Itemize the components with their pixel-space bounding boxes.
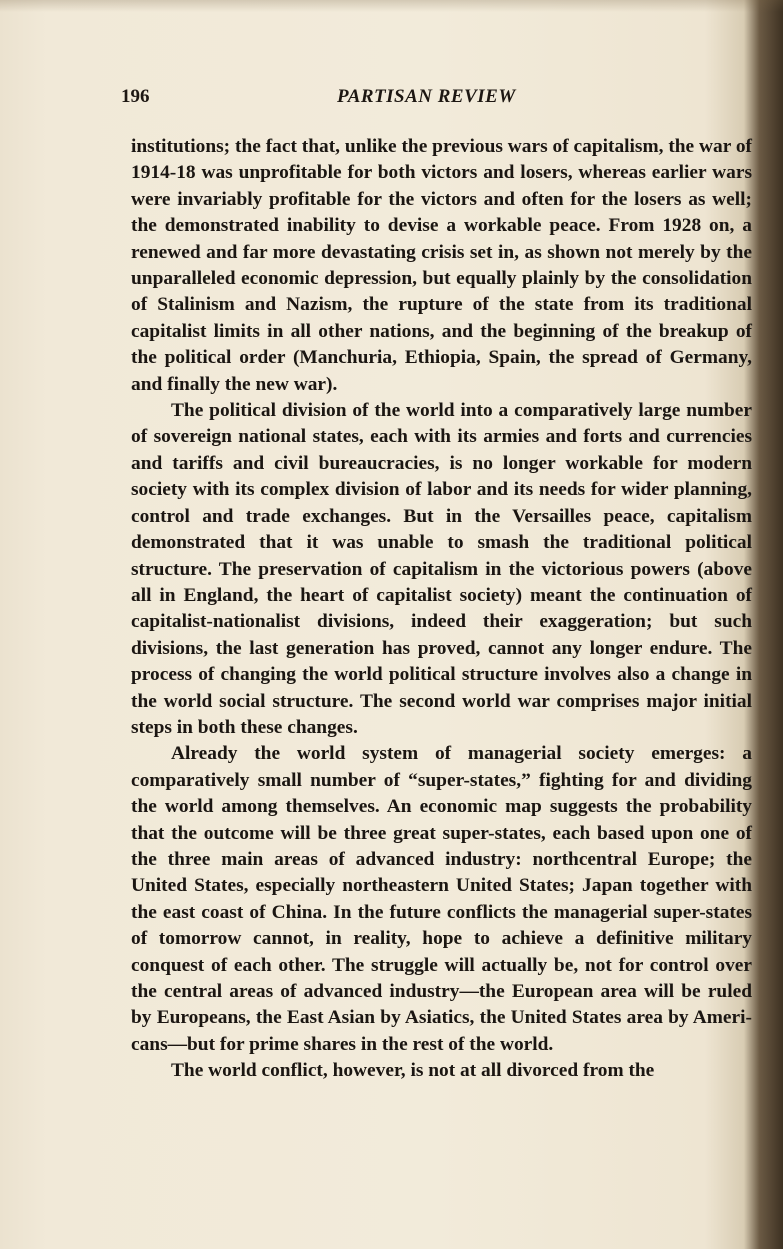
page-top-shadow [0, 0, 783, 12]
page-header [121, 86, 751, 116]
paragraph: The political division of the world into a comparatively large number of sovereign national states, each with its armies and forts and currencies and tariffs and civil bureaucracies, is no longer workable for modern society with its complex division of labor and its needs for wider planning, control and trade exchanges. But in the Versailles peace, capitalism demonstrated that it was unable to smash the traditional political structure. The preservation of capitalism in the victorious powers (above all in England, the heart of capitalist society) meant the continuation of capitalist-nationalist divisions, indeed their exaggeration; but such divisions, the last generation has proved, cannot any longer endure. The process of changing the world political structure involves also a change in the world social structure. The second world war comprises major initial steps in both these changes. [131, 400, 752, 738]
body-text [131, 134, 752, 1085]
running-title: PARTISAN REVIEW [337, 86, 516, 107]
paragraph: institutions; the fact that, unlike the previous wars of capitalism, the war of 1914-18 was unprofitable for both victors and losers, whereas earlier wars were invariably profitable for the victors and often for the losers as well; the demonstrated inability to devise a workable peace. From 1928 on, a renewed and far more devastating crisis set in, as shown not merely by the unparalleled economic depression, but equally plainly by the consolidation of Stalinism and Nazism, the rupture of the state from its traditional capitalist limits in all other nations, and the beginning of the breakup of the political order (Manchuria, Ethiopia, Spain, the spread of Germany, and finally the new war). [131, 136, 752, 395]
page-number: 196 [121, 86, 150, 107]
paragraph: The world conflict, however, is not at all divorced from the [171, 1060, 655, 1082]
paragraph: Already the world system of managerial society emerges: a comparatively small number of “super-states,” fighting for and dividing the world among themselves. An economic map suggests the probability that the outcome will be three great super-states, each based upon one of the three main areas of advanced industry: northcentral Europe; the United States, especially northeastern United States; Japan together with the east coast of China. In the future conflicts the managerial super-states of tomorrow cannot, in reality, hope to achieve a definitive military conquest of each other. The struggle will actually be, not for control over the central areas of advanced industry—the European area will be ruled by Europeans, the East Asian by Asiatics, the United States area by Americans—but for prime shares in the rest of the world. [131, 743, 752, 1055]
